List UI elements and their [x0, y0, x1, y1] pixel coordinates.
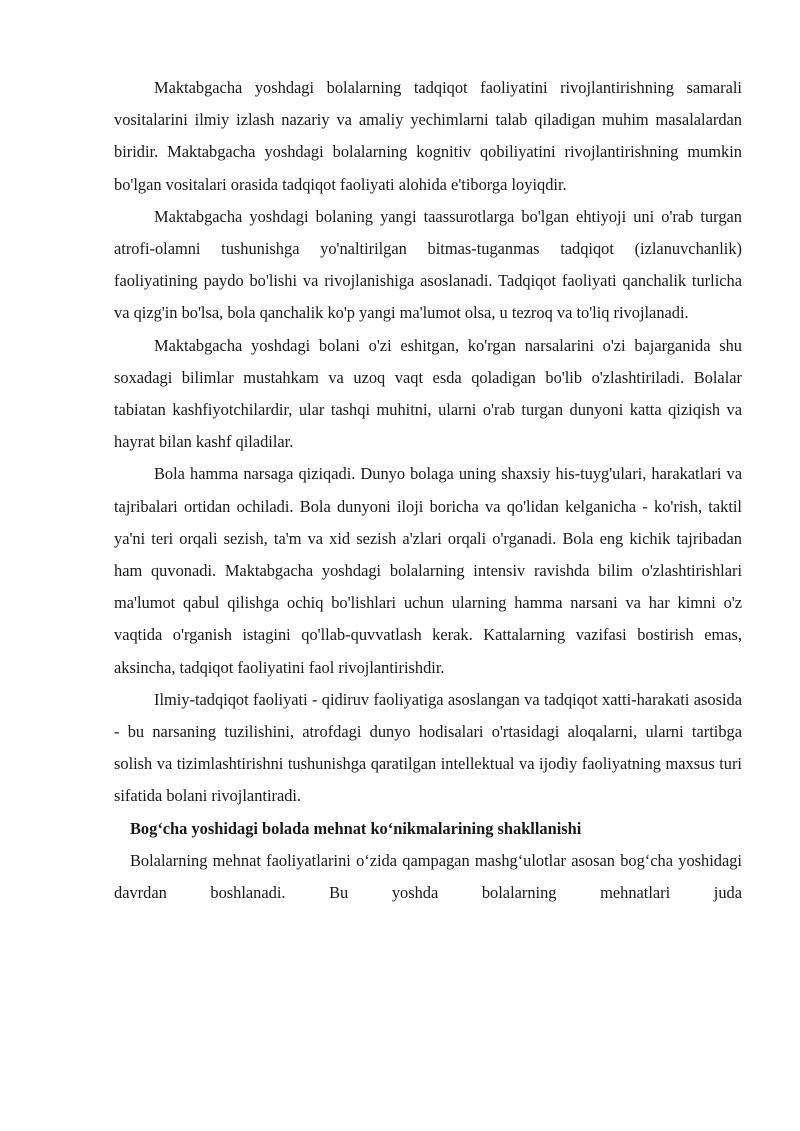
paragraph: Ilmiy-tadqiqot faoliyati - qidiruv faoliyatiga asoslangan va tadqiqot xatti-harakati asosida - bu narsaning tuzilishini, atrofdagi dunyo hodisalari o'rtasidagi aloqalarni, ularni tartibga solish va tizimlashtirishni tushunishga qaratilgan intellektual va ijodiy faoliyatning maxsus turi sifatida bolani rivojlantiradi. [114, 689, 742, 806]
paragraph: Maktabgacha yoshdagi bolalarning tadqiqot faoliyatini rivojlantirishning samarali vositalarini ilmiy izlash nazariy va amaliy yechimlarni talab qiladigan muhim masalalardan biridir. Maktabgacha yoshdagi bolalarning kognitiv qobiliyatini rivojlantirishning mumkin bo'lgan vositalari orasida tadqiqot faoliyati alohida e'tiborga loyiqdir. [114, 78, 742, 194]
document-page [114, 72, 742, 909]
paragraph: Bolalarning mehnat faoliyatlarini o‘zida qampagan mashg‘ulotlar asosan bog‘cha yoshidagi davrdan boshlanadi. Bu yoshda bolalarning mehnatlari juda [114, 850, 742, 903]
section-heading: Bog‘cha yoshidagi bolada mehnat ko‘nikmalarining shakllanishi [130, 818, 582, 838]
paragraph: Maktabgacha yoshdagi bolani o'zi eshitgan, ko'rgan narsalarini o'zi bajarganida shu soxadagi bilimlar mustahkam va uzoq vaqt esda qoladigan bo'lib o'zlashtiriladi. Bolalar tabiatan kashfiyotchilardir, ular tashqi muhitni, ularni o'rab turgan dunyoni katta qiziqish va hayrat bilan kashf qiladilar. [114, 335, 742, 452]
paragraph: Maktabgacha yoshdagi bolaning yangi taassurotlarga bo'lgan ehtiyoji uni o'rab turgan atrofi-olamni tushunishga yo'naltirilgan bitmas-tuganmas tadqiqot (izlanuvchanlik) faoliyatining paydo bo'lishi va rivojlanishiga asoslanadi. Tadqiqot faoliyati qanchalik turlicha va qizg'in bo'lsa, bola qanchalik ko'p yangi ma'lumot olsa, u tezroq va to'liq rivojlanadi. [114, 206, 742, 323]
paragraph: Bola hamma narsaga qiziqadi. Dunyo bolaga uning shaxsiy his-tuyg'ulari, harakatlari va tajribalari ortidan ochiladi. Bola dunyoni iloji boricha va qo'lidan kelganicha - ko'rish, taktil ya'ni teri orqali sezish, ta'm va xid sezish a'zlari orqali o'rganadi. Bola eng kichik tajribadan ham quvonadi. Maktabgacha yoshdagi bolalarning intensiv ravishda bilim o'zlashtirishlari ma'lumot qabul qilishga ochiq bo'lishlari uchun ularning hamma narsani va har kimni o'z vaqtida o'rganish istagini qo'llab-quvvatlash kerak. Kattalarning vazifasi bostirish emas, aksincha, tadqiqot faoliyatini faol rivojlantirishdir. [114, 464, 742, 677]
